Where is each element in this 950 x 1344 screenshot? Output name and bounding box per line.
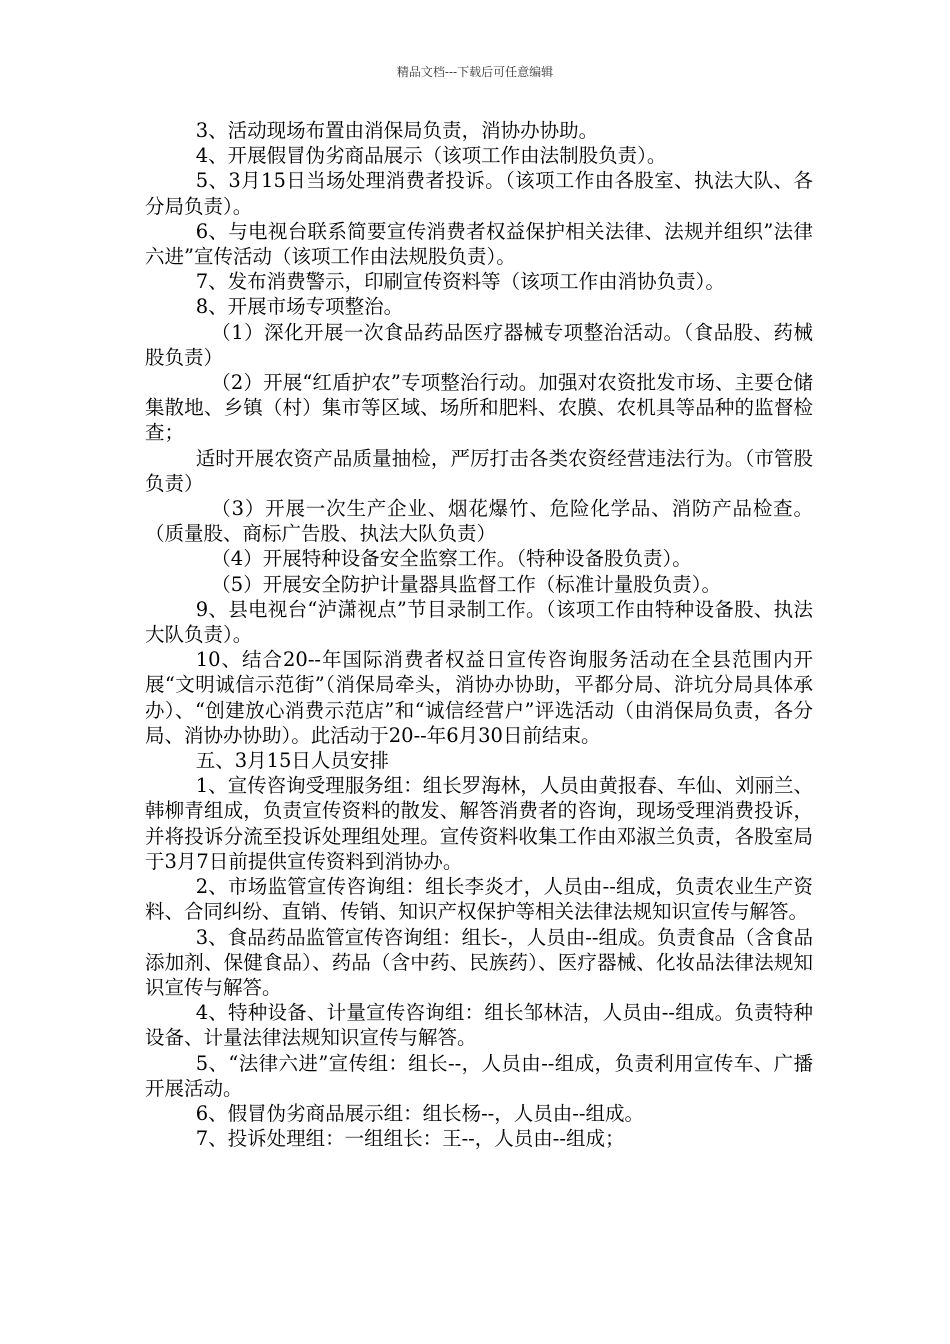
paragraph-8: 8、开展市场专项整治。 [195,295,404,319]
document-body [145,118,813,1151]
paragraph-10: 10、结合20--年国际消费者权益日宣传咨询服务活动在全县范围内开展“文明诚信示范街”（消保局牵头，消协办协助，平都分局、浒坑分局具体承办）、“创建放心消费示范店”和“诚信经营户”评选活动（由消保局负责，各分局、消协办协助）。此活动于20--年6月30日前结束。 [145,648,813,747]
paragraph-8-1: （1）深化开展一次食品药品医疗器械专项整治活动。（食品股、药械股负责） [145,320,813,369]
staff-group-4: 4、特种设备、计量宣传咨询组：组长邹林洁，人员由--组成。负责特种设备、计量法律法规知识宣传与解答。 [145,1001,813,1050]
paragraph-8-2-cont: 适时开展农资产品质量抽检，严厉打击各类农资经营违法行为。（市管股负责） [145,446,813,495]
staff-group-1: 1、宣传咨询受理服务组：组长罗海林，人员由黄报春、车仙、刘丽兰、韩柳青组成，负责宣传资料的散发、解答消费者的咨询，现场受理消费投诉，并将投诉分流至投诉处理组处理。宣传资料收集工作由邓淑兰负责，各股室局于3月7日前提供宣传资料到消协办。 [145,774,813,873]
page-header: 精品文档---下载后可任意编辑 [396,65,554,79]
paragraph-4: 4、开展假冒伪劣商品展示（该项工作由法制股负责）。 [195,144,667,168]
paragraph-8-5: （5）开展安全防护计量器具监督工作（标准计量股负责）。 [211,572,721,596]
paragraph-6: 6、与电视台联系简要宣传消费者权益保护相关法律、法规并组织”法律六进”宣传活动（该项工作由法规股负责）。 [145,219,813,269]
paragraph-8-2: （2）开展“红盾护农”专项整治行动。加强对农资批发市场、主要仓储集散地、乡镇（村）集市等区域、场所和肥料、农膜、农机具等品种的监督检查； [145,371,813,445]
staff-group-3: 3、食品药品监管宣传咨询组：组长-，人员由--组成。负责食品（含食品添加剂、保健食品）、药品（含中药、民族药）、医疗器械、化妆品法律法规知识宣传与解答。 [145,925,813,999]
paragraph-5: 5、3月15日当场处理消费者投诉。（该项工作由各股室、执法大队、各分局负责）。 [145,169,813,218]
paragraph-7: 7、发布消费警示，印刷宣传资料等（该项工作由消协负责）。 [195,270,725,294]
section-heading-5: 五、3月15日人员安排 [195,749,389,773]
paragraph-8-4: （4）开展特种设备安全监察工作。（特种设备股负责）。 [211,547,692,571]
paragraph-8-3: （3）开展一次生产企业、烟花爆竹、危险化学品、消防产品检查。（质量股、商标广告股、执法大队负责） [145,497,813,546]
paragraph-3: 3、活动现场布置由消保局负责，消协办协助。 [195,119,599,142]
staff-group-2: 2、市场监管宣传咨询组：组长李炎才，人员由--组成，负责农业生产资料、合同纠纷、直销、传销、知识产权保护等相关法律法规知识宣传与解答。 [145,875,813,924]
staff-group-6: 6、假冒伪劣商品展示组：组长杨--，人员由--组成。 [195,1101,644,1125]
staff-group-7: 7、投诉处理组：一组组长：王--，人员由--组成； [195,1127,625,1151]
paragraph-9: 9、县电视台“泸潇视点”节目录制工作。（该项工作由特种设备股、执法大队负责）。 [145,597,813,647]
staff-group-5: 5、“法律六进”宣传组：组长--，人员由--组成，负责利用宣传车、广播开展活动。 [145,1051,813,1100]
